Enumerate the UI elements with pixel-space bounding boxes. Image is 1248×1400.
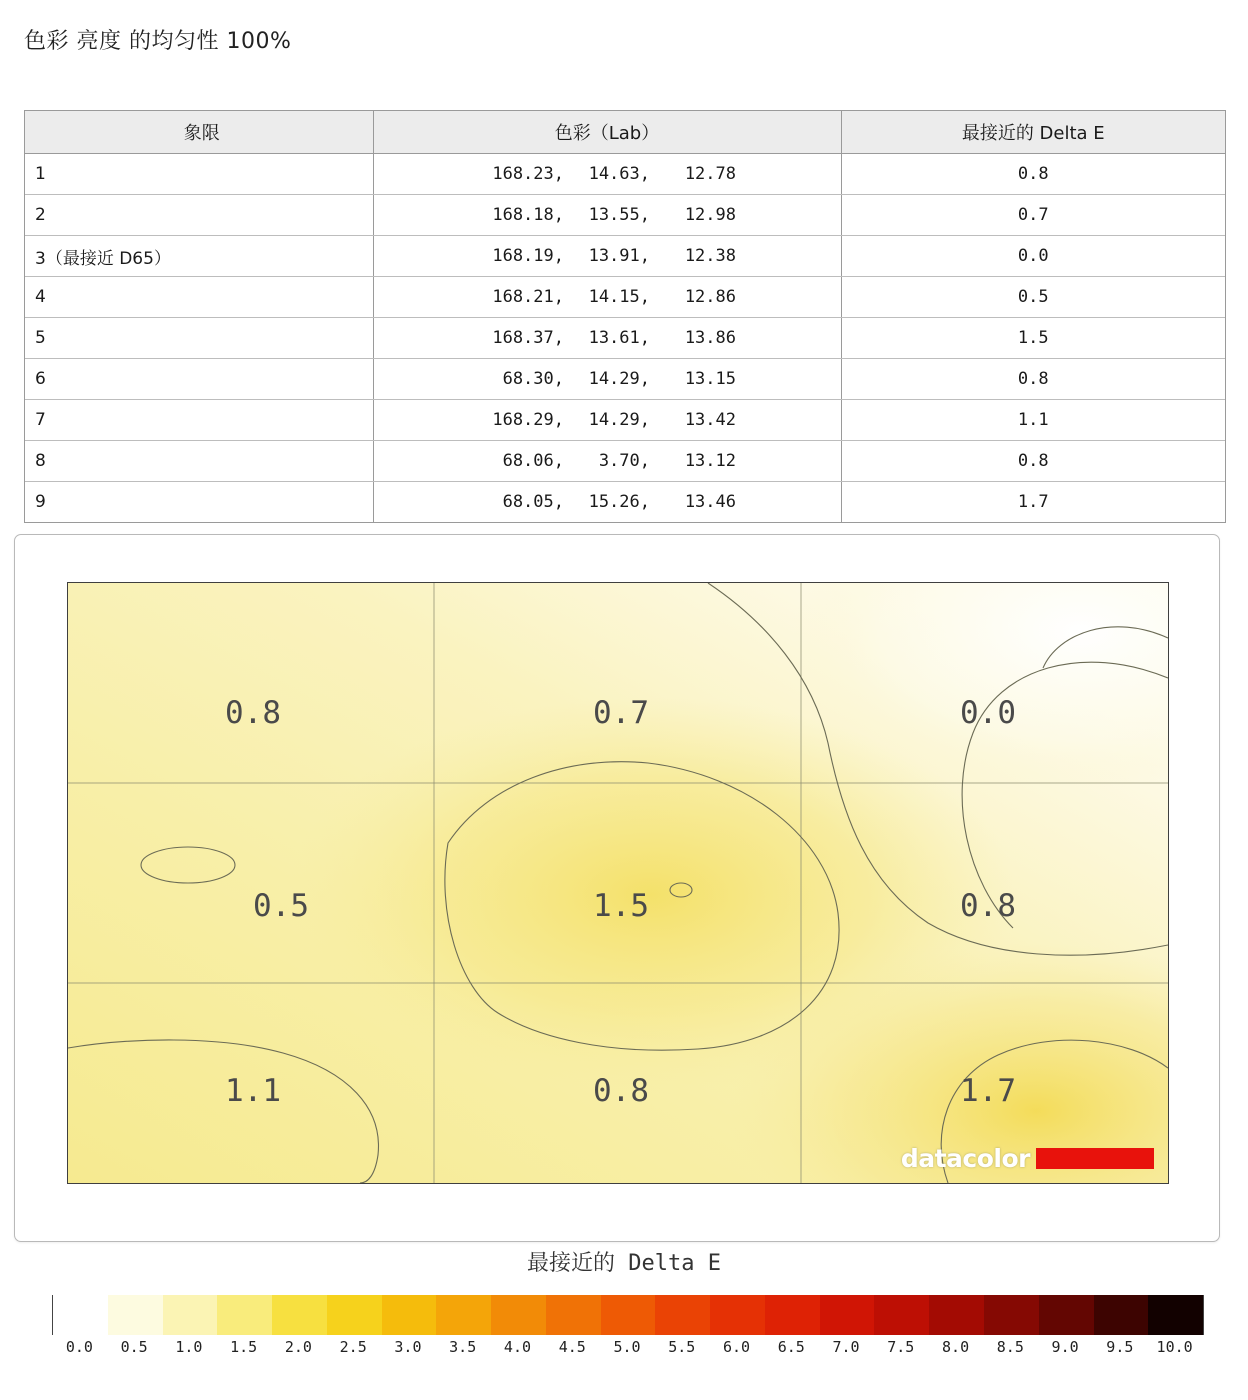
legend-swatch — [655, 1295, 710, 1335]
legend-tick: 0.5 — [120, 1338, 148, 1356]
legend-tick: 5.0 — [613, 1338, 641, 1356]
heatmap-cell-7: 1.1 — [225, 1073, 281, 1109]
legend-swatch — [108, 1295, 163, 1335]
legend-tick: 9.5 — [1106, 1338, 1134, 1356]
legend-tick: 3.5 — [449, 1338, 477, 1356]
heatmap-cell-2: 0.7 — [593, 695, 649, 731]
legend-tick: 9.0 — [1051, 1338, 1079, 1356]
heatmap-cell-9: 1.7 — [960, 1073, 1016, 1109]
header-delta-e: 最接近的 Delta E — [841, 111, 1225, 154]
datacolor-accent-bar — [1036, 1148, 1154, 1169]
cell-lab: 68.05, 15.26, 13.46 — [373, 482, 841, 523]
legend-swatch — [53, 1295, 108, 1335]
legend-tick: 6.0 — [722, 1338, 751, 1356]
cell-lab: 168.23, 14.63, 12.78 — [373, 154, 841, 195]
cell-lab: 168.18, 13.55, 12.98 — [373, 195, 841, 236]
legend-tick: 4.0 — [503, 1338, 532, 1356]
table-row — [25, 441, 1225, 482]
datacolor-wordmark: datacolor — [900, 1144, 1030, 1173]
legend-tick: 7.0 — [832, 1338, 860, 1356]
table-row — [25, 195, 1225, 236]
legend-swatch — [1039, 1295, 1094, 1335]
cell-delta-e: 0.8 — [841, 154, 1225, 195]
legend-tick: 2.0 — [284, 1338, 312, 1356]
cell-delta-e: 0.8 — [841, 359, 1225, 400]
cell-lab: 168.19, 13.91, 12.38 — [373, 236, 841, 277]
uniformity-table — [24, 110, 1226, 523]
heatmap-cell-1: 0.8 — [225, 695, 281, 731]
legend-tick: 8.0 — [942, 1338, 970, 1356]
legend — [52, 1295, 1202, 1362]
heatmap-cell-4: 0.5 — [253, 888, 309, 924]
cell-delta-e: 0.0 — [841, 236, 1225, 277]
legend-tick: 10.0 — [1156, 1338, 1193, 1356]
heatmap-cell-6: 0.8 — [960, 888, 1016, 924]
legend-swatch — [601, 1295, 656, 1335]
cell-lab: 168.21, 14.15, 12.86 — [373, 277, 841, 318]
header-quadrant: 象限 — [25, 111, 373, 154]
legend-tick: 8.5 — [996, 1338, 1024, 1356]
cell-delta-e: 0.7 — [841, 195, 1225, 236]
legend-tick: 3.0 — [394, 1338, 422, 1356]
cell-quadrant: 8 — [25, 441, 373, 482]
legend-tick: 1.0 — [175, 1338, 203, 1356]
table-row — [25, 400, 1225, 441]
table-row — [25, 277, 1225, 318]
legend-tick: 6.5 — [777, 1338, 805, 1356]
cell-lab: 168.29, 14.29, 13.42 — [373, 400, 841, 441]
legend-swatch — [874, 1295, 929, 1335]
legend-swatch — [217, 1295, 272, 1335]
legend-tick: 0.0 — [65, 1338, 93, 1356]
legend-tick: 4.5 — [558, 1338, 586, 1356]
table-row — [25, 482, 1225, 523]
heatmap-canvas — [67, 582, 1169, 1184]
cell-lab: 68.06, 3.70, 13.12 — [373, 441, 841, 482]
table-row — [25, 318, 1225, 359]
table-row — [25, 154, 1225, 195]
legend-swatch — [710, 1295, 765, 1335]
legend-swatch — [820, 1295, 875, 1335]
cell-delta-e: 0.8 — [841, 441, 1225, 482]
header-lab: 色彩（Lab） — [373, 111, 841, 154]
legend-swatch — [491, 1295, 546, 1335]
legend-swatch — [272, 1295, 327, 1335]
table-row — [25, 236, 1225, 277]
legend-swatch — [1148, 1295, 1203, 1335]
legend-tick: 1.5 — [230, 1338, 258, 1356]
heatmap-cell-5: 1.5 — [593, 888, 649, 924]
heatmap-cell-3: 0.0 — [960, 695, 1016, 731]
legend-color-bar — [52, 1295, 1204, 1335]
legend-swatch — [984, 1295, 1039, 1335]
table-header-row — [25, 111, 1225, 154]
heatmap-cell-8: 0.8 — [593, 1073, 649, 1109]
legend-swatch — [765, 1295, 820, 1335]
cell-delta-e: 1.1 — [841, 400, 1225, 441]
legend-swatch — [546, 1295, 601, 1335]
cell-quadrant: 2 — [25, 195, 373, 236]
legend-swatch — [1094, 1295, 1149, 1335]
cell-quadrant: 4 — [25, 277, 373, 318]
cell-quadrant: 5 — [25, 318, 373, 359]
cell-quadrant: 6 — [25, 359, 373, 400]
legend-swatch — [163, 1295, 218, 1335]
cell-lab: 68.30, 14.29, 13.15 — [373, 359, 841, 400]
datacolor-watermark — [901, 1144, 1154, 1173]
legend-swatch — [436, 1295, 491, 1335]
cell-delta-e: 0.5 — [841, 277, 1225, 318]
page-title: 色彩 亮度 的均匀性 100% — [24, 29, 292, 54]
legend-tick: 7.5 — [887, 1338, 915, 1356]
cell-delta-e: 1.5 — [841, 318, 1225, 359]
legend-swatch — [382, 1295, 437, 1335]
legend-tick-labels — [52, 1338, 1202, 1362]
legend-tick: 2.5 — [339, 1338, 367, 1356]
cell-quadrant: 7 — [25, 400, 373, 441]
uniformity-heatmap-panel — [14, 534, 1220, 1242]
cell-delta-e: 1.7 — [1017, 492, 1049, 512]
heatmap-svg — [68, 583, 1168, 1183]
table-row — [25, 359, 1225, 400]
cell-quadrant: 3（最接近 D65） — [25, 236, 373, 277]
legend-swatch — [327, 1295, 382, 1335]
cell-quadrant: 9 — [25, 482, 373, 523]
legend-title: 最接近的 Delta E — [527, 1251, 721, 1276]
legend-tick: 5.5 — [668, 1338, 696, 1356]
cell-lab: 168.37, 13.61, 13.86 — [373, 318, 841, 359]
legend-swatch — [929, 1295, 984, 1335]
cell-quadrant: 1 — [25, 154, 373, 195]
